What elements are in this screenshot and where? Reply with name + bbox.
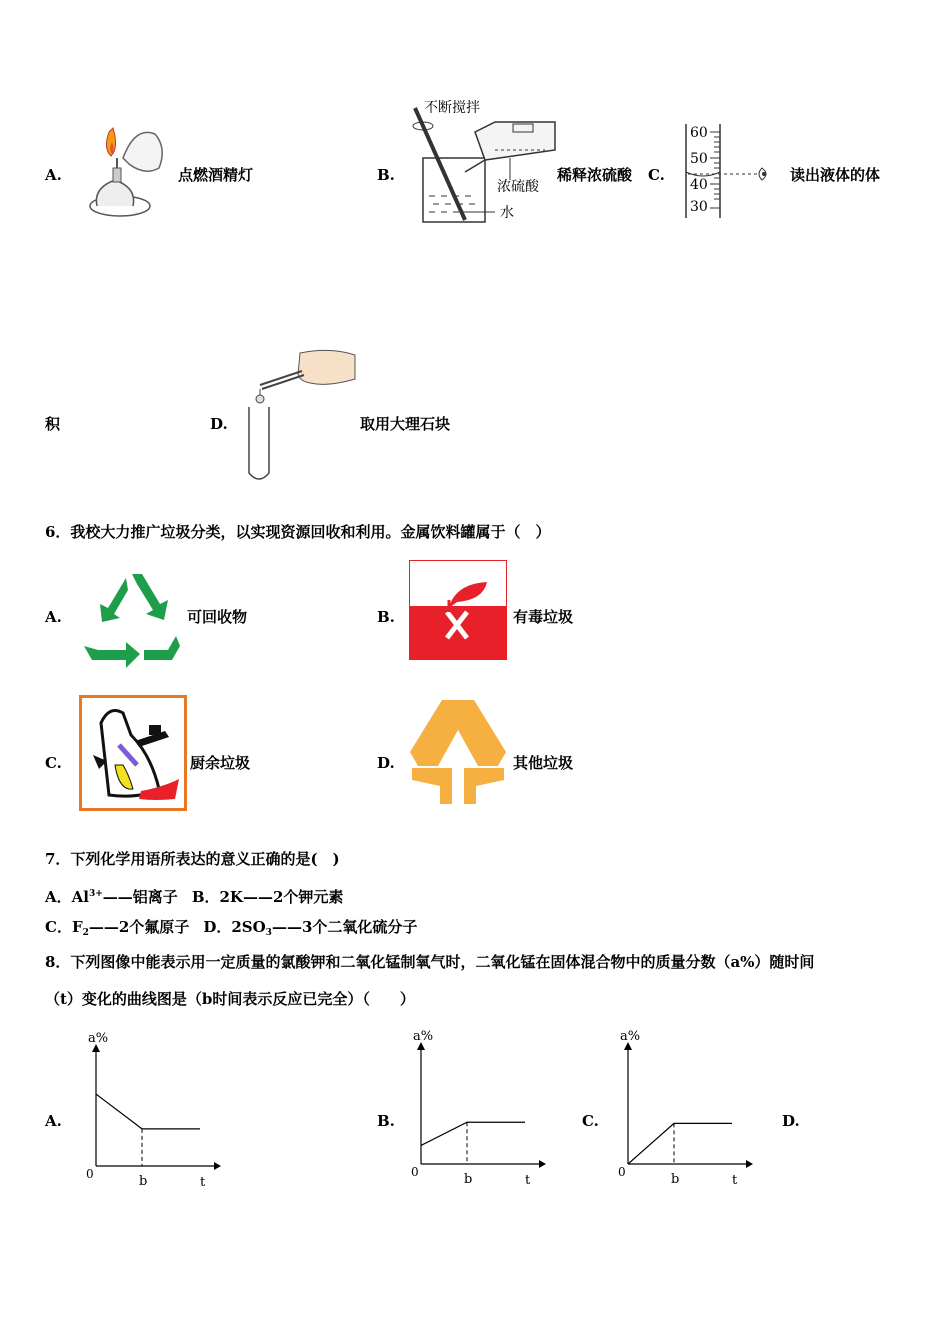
q7-option-a-label[interactable]: A． xyxy=(45,888,72,906)
q5-option-c-text: 读出液体的体 xyxy=(790,166,881,184)
q5-option-c-label[interactable]: C. xyxy=(648,166,665,184)
x-axis-label: t xyxy=(200,1175,206,1190)
q8-option-d-label[interactable]: D. xyxy=(782,1112,800,1130)
y-axis-label: a% xyxy=(413,1029,434,1044)
q8-option-b-label[interactable]: B. xyxy=(377,1112,395,1130)
q7-option-a-charge: 3+ xyxy=(88,889,103,899)
q6-option-b-label[interactable]: B. xyxy=(377,608,395,626)
q8-chart-c xyxy=(612,1030,757,1190)
q8-chart-a xyxy=(80,1032,225,1192)
q6-option-d-text: 其他垃圾 xyxy=(513,754,574,772)
q7-option-d-symbol: 2SO xyxy=(231,918,266,936)
q6-option-d-label[interactable]: D. xyxy=(377,754,395,772)
q7-option-c-text: ——2个氟原子 xyxy=(88,918,190,936)
q5-option-a-text: 点燃酒精灯 xyxy=(178,166,254,184)
q8-stem-line2: （t）变化的曲线图是（b时间表示反应已完全）（ ） xyxy=(45,990,415,1008)
q7-option-c-label[interactable]: C． xyxy=(45,918,72,936)
q7-options-row2 xyxy=(45,918,417,942)
q6-option-a-text: 可回收物 xyxy=(187,608,248,626)
cylinder-tick-60: 60 xyxy=(690,125,708,141)
q6-option-c-label[interactable]: C. xyxy=(45,754,62,772)
x-axis-label: t xyxy=(732,1173,738,1188)
q8-option-c-label[interactable]: C. xyxy=(582,1112,599,1130)
test-tube-tweezers-illustration xyxy=(240,345,360,485)
origin-label: 0 xyxy=(411,1165,419,1179)
alcohol-lamp-illustration xyxy=(75,118,170,223)
series-line xyxy=(628,1123,732,1164)
q7-option-b-text: ——2个钾元素 xyxy=(242,888,344,906)
dilute-acid-illustration xyxy=(405,100,560,230)
y-axis-label: a% xyxy=(620,1029,641,1044)
x-tick-label-b: b xyxy=(671,1172,680,1187)
y-axis-label: a% xyxy=(88,1031,109,1046)
q5-option-b-text: 稀释浓硫酸 xyxy=(557,166,633,184)
x-tick-label-b: b xyxy=(139,1174,148,1189)
q6-stem: 6．我校大力推广垃圾分类，以实现资源回收和利用。金属饮料罐属于（ ） xyxy=(45,523,551,541)
q8-stem-line1: 8．下列图像中能表示用一定质量的氯酸钾和二氧化锰制氧气时，二氧化锰在固体混合物中的质量分数（a%）随时间 xyxy=(45,953,815,971)
x-axis-arrow xyxy=(539,1160,546,1168)
other-waste-icon xyxy=(408,696,508,808)
q7-option-c-subscript: 2 xyxy=(82,928,89,938)
fig-label-water: 水 xyxy=(500,205,514,221)
q6-option-a-label[interactable]: A. xyxy=(45,608,62,626)
q7-option-c-symbol: F xyxy=(71,918,83,936)
recycle-icon xyxy=(80,570,185,665)
fig-label-stir: 不断搅拌 xyxy=(424,100,480,116)
q7-option-b-label[interactable]: B． xyxy=(191,888,220,906)
x-tick-label-b: b xyxy=(464,1172,473,1187)
q5-option-a-label[interactable]: A. xyxy=(45,166,62,184)
x-axis-label: t xyxy=(525,1173,531,1188)
cylinder-tick-40: 40 xyxy=(690,177,708,193)
q6-option-b-text: 有毒垃圾 xyxy=(513,608,574,626)
cylinder-tick-50: 50 xyxy=(690,151,708,167)
q6-option-c-text: 厨余垃圾 xyxy=(190,754,251,772)
q7-stem: 7．下列化学用语所表达的意义正确的是( ) xyxy=(45,850,340,868)
q5-option-b-label[interactable]: B. xyxy=(377,166,395,184)
x-axis-arrow xyxy=(746,1160,753,1168)
fig-label-acid: 浓硫酸 xyxy=(497,179,539,195)
kitchen-waste-icon xyxy=(79,695,187,811)
q7-option-d-text: ——3个二氧化硫分子 xyxy=(271,918,418,936)
x-axis-arrow xyxy=(214,1162,221,1170)
q7-option-a-symbol: Al xyxy=(71,888,89,906)
origin-label: 0 xyxy=(86,1167,94,1181)
q7-options-row1 xyxy=(45,885,343,906)
q7-option-b-symbol: 2K xyxy=(219,888,243,906)
q7-option-a-text: ——铝离子 xyxy=(102,888,178,906)
q5-option-d-text: 取用大理石块 xyxy=(360,415,451,433)
q5-option-c-text-wrap: 积 xyxy=(45,415,61,433)
origin-label: 0 xyxy=(618,1165,626,1179)
series-line xyxy=(96,1094,200,1129)
q7-option-d-subscript: 3 xyxy=(265,928,272,938)
q7-option-d-label[interactable]: D． xyxy=(203,918,232,936)
series-line xyxy=(421,1122,525,1145)
q5-option-d-label[interactable]: D. xyxy=(210,415,228,433)
q8-option-a-label[interactable]: A. xyxy=(45,1112,62,1130)
cylinder-tick-30: 30 xyxy=(690,199,708,215)
toxic-waste-icon xyxy=(409,560,507,660)
q8-chart-b xyxy=(405,1030,550,1190)
